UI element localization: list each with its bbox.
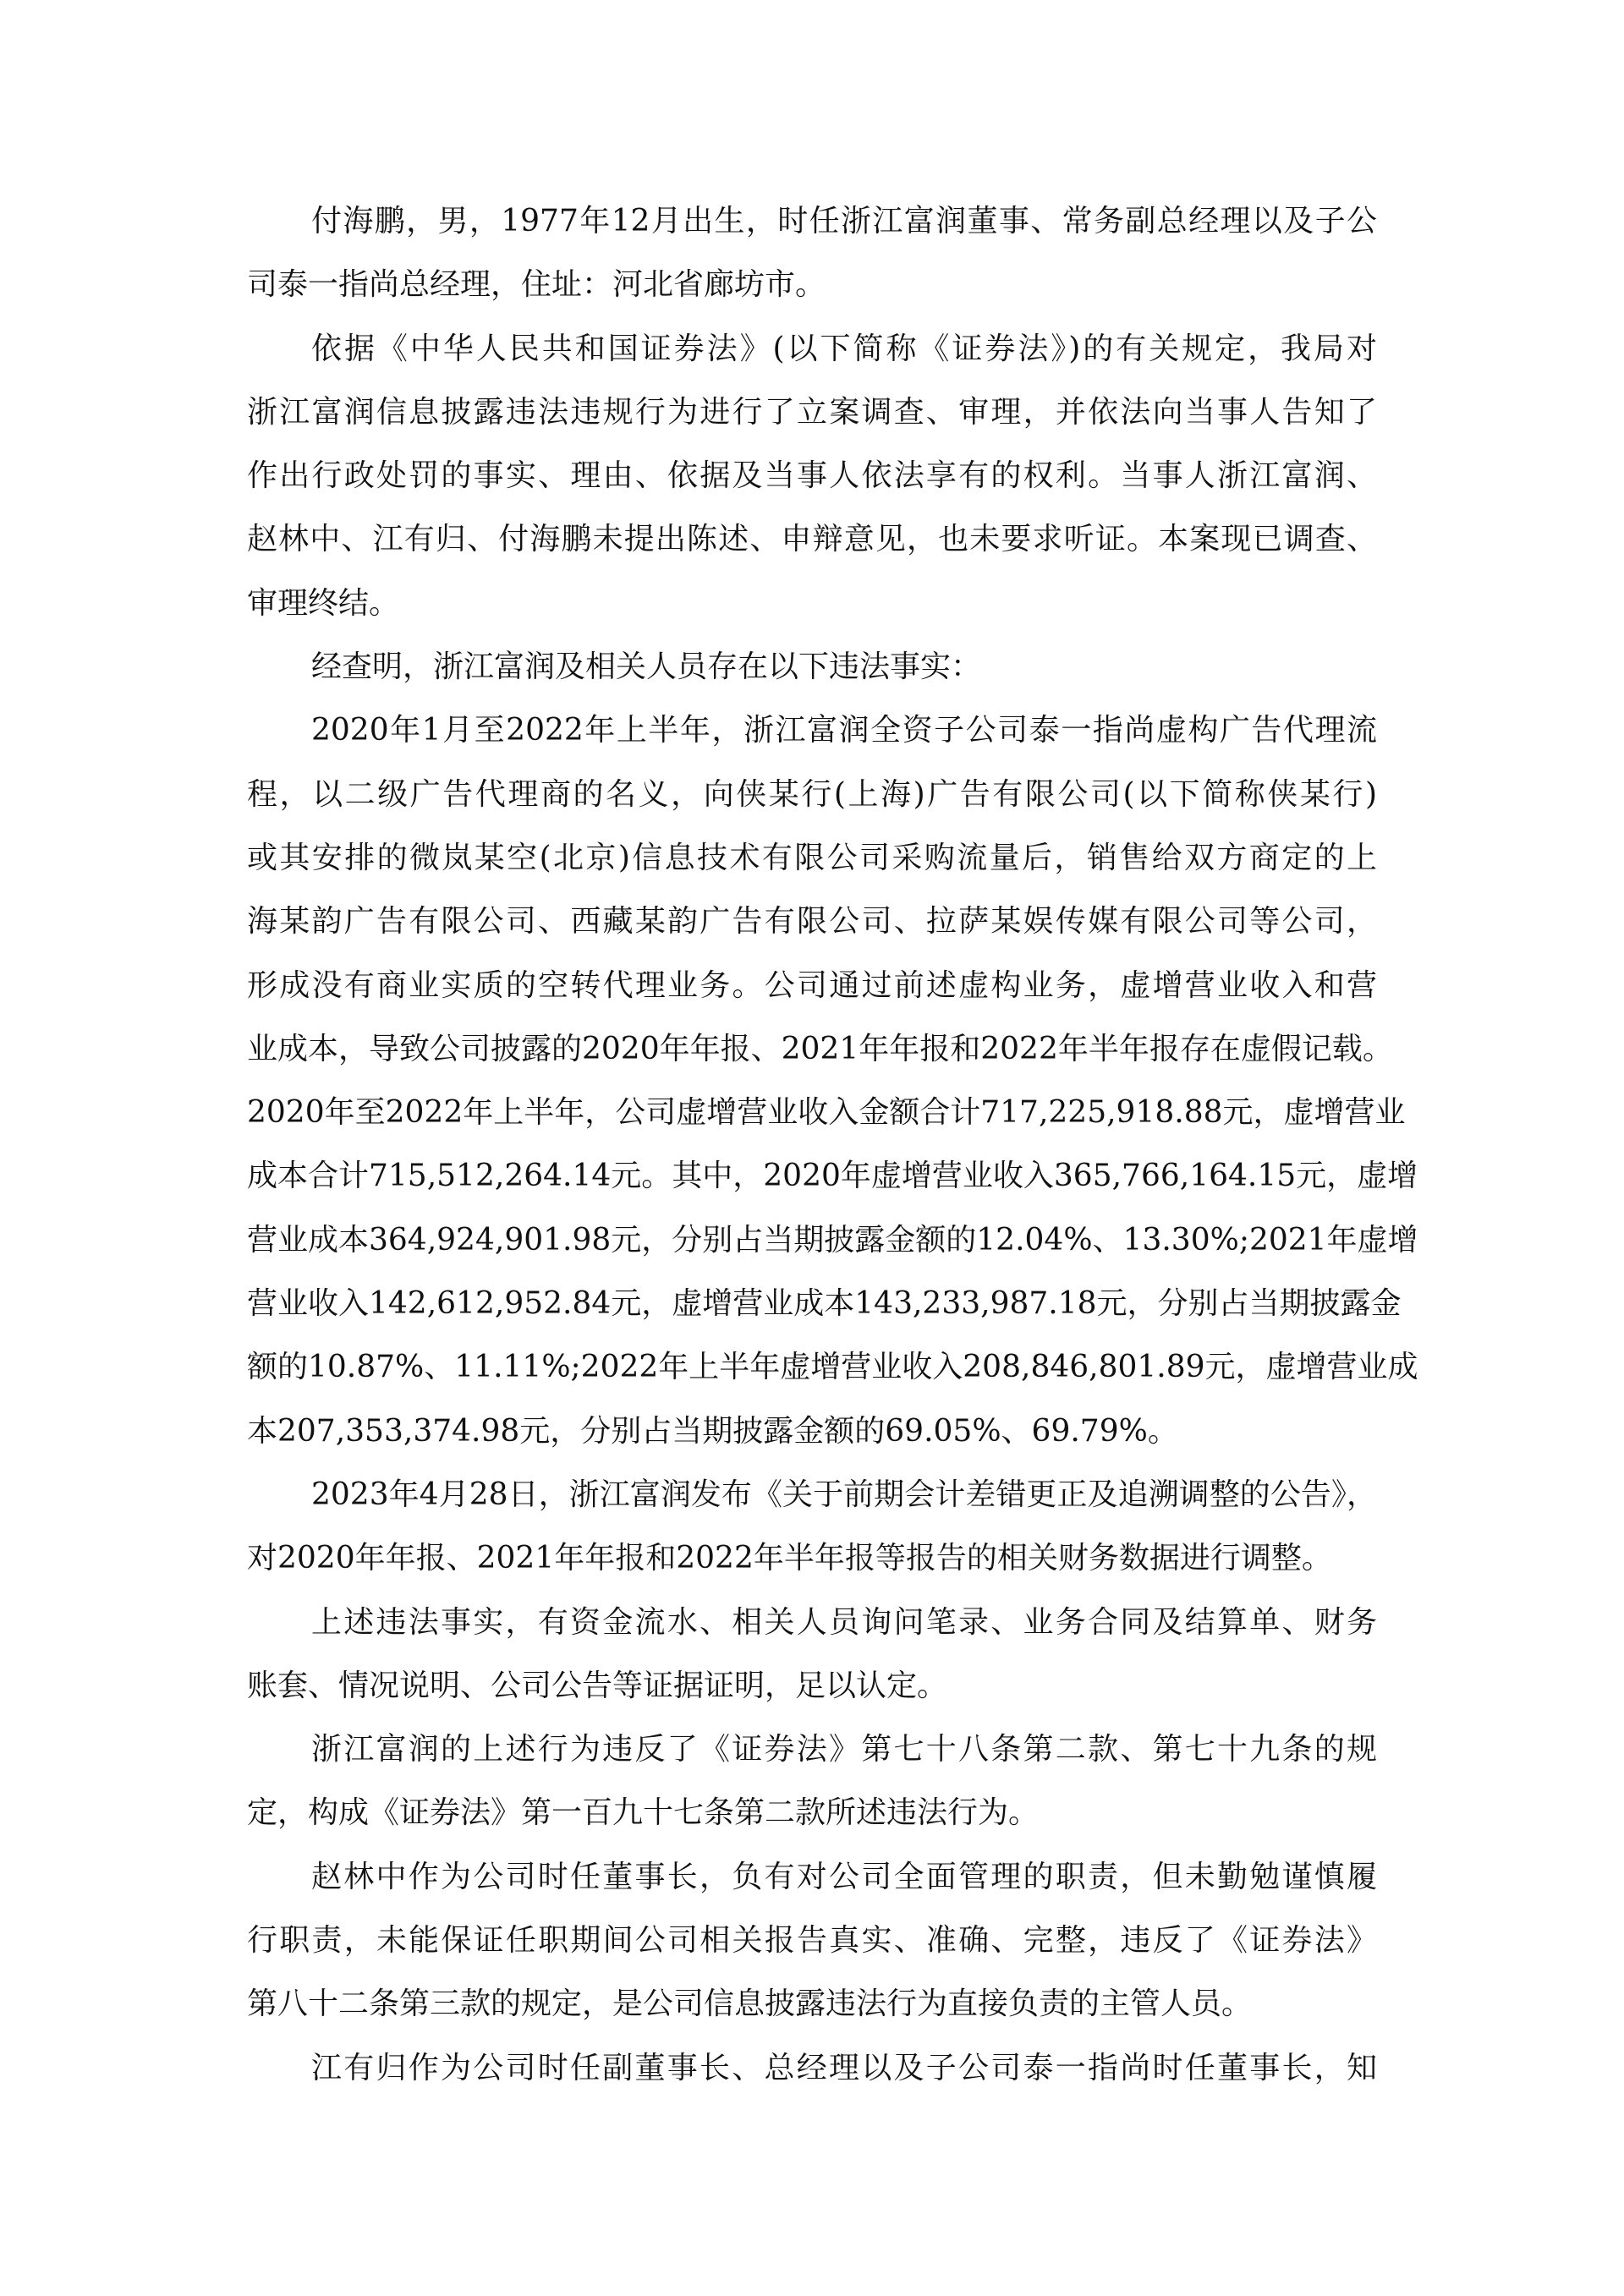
text-line: 额的10.87%、11.11%;2022年上半年虚增营业收入208,846,801.89元，虚增营业成 (247, 1350, 1418, 1385)
text-line: 业成本，导致公司披露的2020年年报、2021年年报和2022年半年报存在虚假记载。 (247, 1031, 1393, 1066)
text-line: 形成没有商业实质的空转代理业务。公司通过前述虚构业务，虚增营业收入和营 (247, 967, 1377, 1003)
text-line: 浙江富润信息披露违法违规行为进行了立案调查、审理，并依法向当事人告知了 (247, 394, 1377, 430)
text-line: 对2020年年报、2021年年报和2022年半年报等报告的相关财务数据进行调整。 (247, 1541, 1332, 1576)
paragraph-violation (247, 1718, 1377, 1845)
text-line: 上述违法事实，有资金流水、相关人员询问笔录、业务合同及结算单、财务 (311, 1604, 1377, 1640)
text-line: 经查明，浙江富润及相关人员存在以下违法事实： (311, 649, 982, 685)
paragraph-jiang-yougui-liability (247, 2036, 1377, 2100)
text-line: 2020年至2022年上半年，公司虚增营业收入金额合计717,225,918.88元，虚增营业 (247, 1095, 1406, 1131)
text-line: 账套、情况说明、公司公告等证据证明，足以认定。 (247, 1668, 948, 1703)
text-line: 司泰一指尚总经理，住址：河北省廊坊市。 (247, 267, 826, 303)
paragraph-findings-intro (247, 635, 1377, 699)
document-page (247, 189, 1418, 2100)
text-line: 行职责，未能保证任职期间公司相关报告真实、准确、完整，违反了《证券法》 (247, 1923, 1377, 1959)
text-line: 赵林中作为公司时任董事长，负有对公司全面管理的职责，但未勤勉谨慎履 (311, 1859, 1377, 1894)
text-line: 营业成本364,924,901.98元，分别占当期披露金额的12.04%、13.30%;2021年虚增 (247, 1222, 1418, 1258)
paragraph-evidence (247, 1591, 1377, 1718)
paragraph-zhao-linzhong-liability (247, 1845, 1377, 2036)
text-line: 2020年1月至2022年上半年，浙江富润全资子公司泰一指尚虚构广告代理流 (311, 713, 1377, 748)
text-line: 赵林中、江有归、付海鹏未提出陈述、申辩意见，也未要求听证。本案现已调查、 (247, 522, 1377, 557)
text-line: 程，以二级广告代理商的名义，向侠某行(上海)广告有限公司(以下简称侠某行) (247, 776, 1377, 812)
text-line: 浙江富润的上述行为违反了《证券法》第七十八条第二款、第七十九条的规 (311, 1732, 1377, 1767)
text-line: 第八十二条第三款的规定，是公司信息披露违法行为直接负责的主管人员。 (247, 1986, 1253, 2022)
text-line: 依据《中华人民共和国证券法》(以下简称《证券法》)的有关规定，我局对 (311, 331, 1377, 366)
text-line: 2023年4月28日，浙江富润发布《关于前期会计差错更正及追溯调整的公告》， (311, 1477, 1377, 1512)
text-line: 付海鹏，男，1977年12月出生，时任浙江富润董事、常务副总经理以及子公 (311, 204, 1377, 238)
text-line: 作出行政处罚的事实、理由、依据及当事人依法享有的权利。当事人浙江富润、 (247, 458, 1377, 494)
paragraph-legal-basis (247, 317, 1377, 635)
paragraph-correction-announcement (247, 1463, 1377, 1591)
paragraph-fu-haipeng-profile (247, 189, 1377, 317)
text-line: 定，构成《证券法》第一百九十七条第二款所述违法行为。 (247, 1795, 1040, 1831)
text-line: 审理终结。 (247, 585, 400, 621)
text-line: 营业收入142,612,952.84元，虚增营业成本143,233,987.18元，分别占当期披露金 (247, 1286, 1402, 1322)
text-line: 或其安排的微岚某空(北京)信息技术有限公司采购流量后，销售给双方商定的上 (247, 840, 1377, 875)
text-line: 本207,353,374.98元，分别占当期披露金额的69.05%、69.79%。 (247, 1413, 1178, 1449)
text-line: 海某韵广告有限公司、西藏某韵广告有限公司、拉萨某娱传媒有限公司等公司， (247, 904, 1377, 940)
text-line: 江有归作为公司时任副董事长、总经理以及子公司泰一指尚时任董事长，知 (311, 2050, 1377, 2085)
text-line: 成本合计715,512,264.14元。其中，2020年虚增营业收入365,766,164.15元，虚增 (247, 1159, 1418, 1194)
paragraph-fabricated-business (247, 699, 1418, 1463)
